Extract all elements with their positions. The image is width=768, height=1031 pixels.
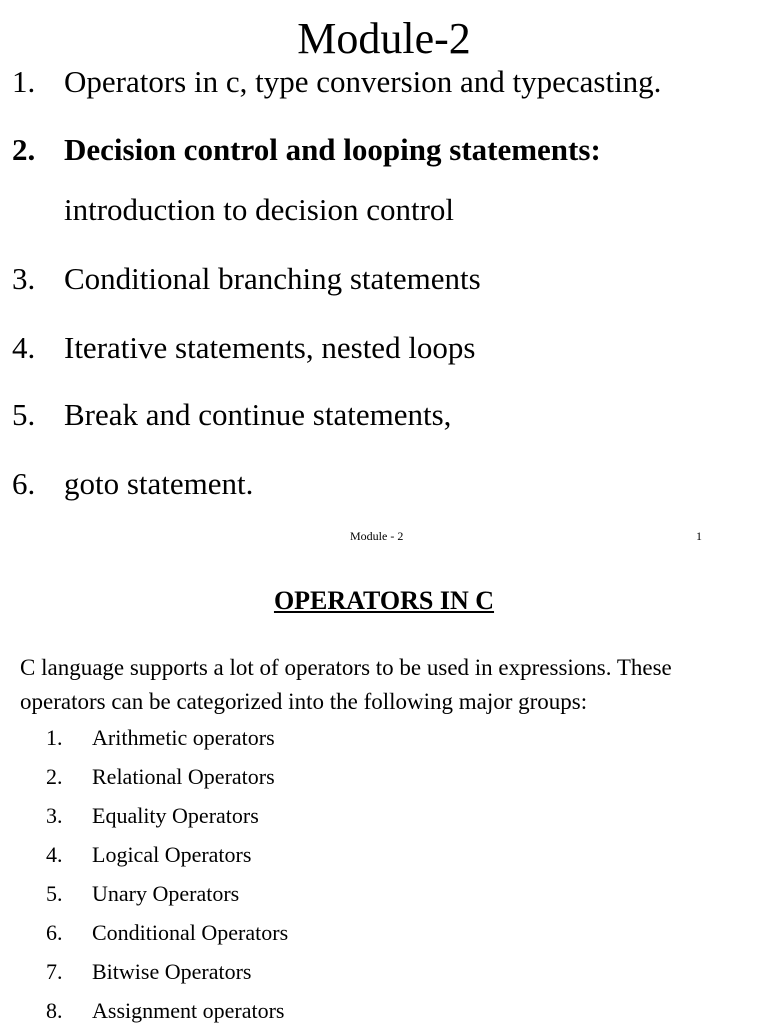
agenda-item-number: 2. [12, 132, 36, 167]
slide-page-number: 1 [696, 529, 702, 543]
agenda-item-text: Decision control and looping statements: [64, 132, 601, 167]
slide-operators-in-c [0, 555, 768, 1024]
operator-item-text: Conditional Operators [92, 920, 289, 945]
agenda-item-number: 4. [12, 330, 36, 365]
operator-item-text: Unary Operators [92, 881, 240, 906]
operator-item-number: 4. [46, 842, 63, 867]
operator-item-text: Relational Operators [92, 764, 275, 789]
agenda-item-text: Iterative statements, nested loops [64, 330, 476, 365]
slide-title: Module-2 [297, 14, 471, 63]
operator-list-item [0, 761, 768, 797]
slide-footer-label: Module - 2 [350, 529, 404, 543]
agenda-item [0, 328, 768, 370]
operator-list-item [0, 722, 768, 758]
intro-paragraph: C language supports a lot of operators to be used in expressions. These operators can be categorized into the following major groups: [20, 655, 672, 714]
operator-list-item [0, 878, 768, 914]
operator-list-item [0, 839, 768, 875]
operator-item-number: 2. [46, 764, 63, 789]
agenda-item [0, 464, 768, 506]
agenda-item-text: Break and continue statements, [64, 397, 452, 432]
operator-list-item [0, 800, 768, 836]
operator-item-number: 8. [46, 998, 63, 1023]
operator-item-number: 7. [46, 959, 63, 984]
operator-list-item [0, 917, 768, 953]
agenda-item-text: Conditional branching statements [64, 261, 481, 296]
agenda-item-text: introduction to decision control [64, 192, 455, 227]
agenda-item-number: 1. [12, 64, 36, 99]
operator-item-number: 3. [46, 803, 63, 828]
operator-item-number: 5. [46, 881, 63, 906]
operator-item-text: Assignment operators [92, 998, 285, 1023]
operator-list-item [0, 956, 768, 992]
operator-item-text: Logical Operators [92, 842, 252, 867]
operator-item-text: Equality Operators [92, 803, 259, 828]
operator-item-number: 6. [46, 920, 63, 945]
agenda-item [0, 395, 768, 437]
agenda-item [0, 130, 768, 172]
agenda-item-number: 5. [12, 397, 36, 432]
agenda-item-text: Operators in c, type conversion and typecasting. [64, 64, 662, 99]
operator-item-text: Bitwise Operators [92, 959, 252, 984]
agenda-item-number: 3. [12, 261, 36, 296]
agenda-item-number: 6. [12, 466, 36, 501]
operator-item-number: 1. [46, 725, 63, 750]
operator-item-text: Arithmetic operators [92, 725, 275, 750]
agenda-item-text: goto statement. [64, 466, 254, 501]
agenda-item [0, 259, 768, 301]
agenda-item [0, 62, 768, 104]
section-heading: OPERATORS IN C [273, 586, 495, 615]
agenda-item-continuation [0, 190, 768, 232]
operator-list-item [0, 995, 768, 1031]
